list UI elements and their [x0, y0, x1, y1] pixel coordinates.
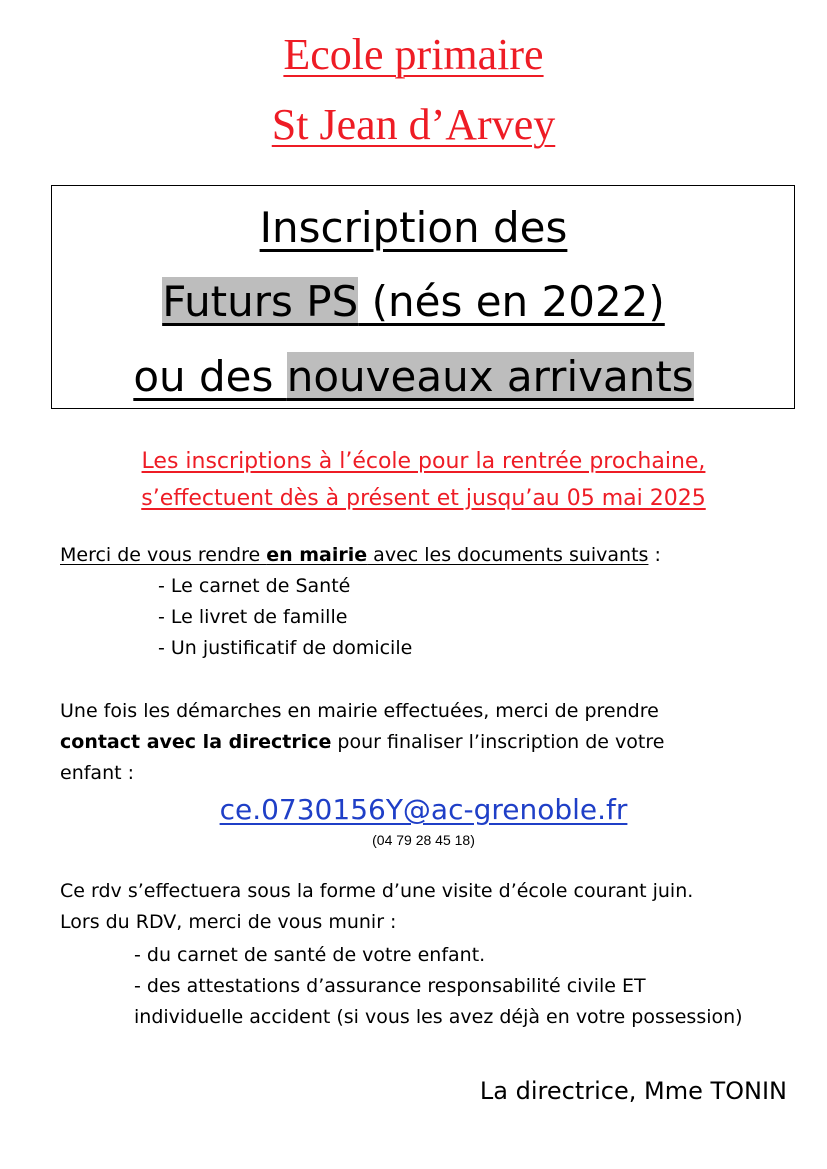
title-line2 — [0, 277, 827, 326]
document-item: - Un justificatif de domicile — [158, 637, 413, 659]
rdv-item: - des attestations d’assurance responsabilité civile ET — [134, 975, 646, 997]
contact-line2-rest: pour finaliser l’inscription de votre — [331, 731, 665, 753]
title-line1 — [0, 203, 827, 252]
mairie-intro-part1: Merci de vous rendre — [60, 544, 267, 566]
rdv-line1: Ce rdv s’effectuera sous la forme d’une visite d’école courant juin. — [60, 880, 694, 902]
contact-line2 — [60, 731, 664, 753]
contact-directrice-bold: contact avec la directrice — [60, 731, 332, 753]
document-item: - Le carnet de Santé — [158, 575, 351, 597]
document-item: - Le livret de famille — [158, 606, 348, 628]
contact-line3: enfant : — [60, 762, 134, 784]
title-line1-text: Inscription des — [259, 203, 568, 252]
title-highlight-futurs-ps: Futurs PS — [162, 277, 359, 326]
rdv-item: - du carnet de santé de votre enfant. — [134, 944, 486, 966]
contact-line1: Une fois les démarches en mairie effectuées, merci de prendre — [60, 700, 659, 722]
title-line3 — [0, 352, 827, 401]
mairie-intro-colon: : — [648, 544, 661, 566]
signature: La directrice, Mme TONIN — [479, 1077, 787, 1105]
mairie-intro-bold: en mairie — [266, 544, 368, 566]
directrice-email-link[interactable]: ce.0730156Y@ac-grenoble.fr — [219, 793, 628, 826]
school-phone: (04 79 28 45 18) — [372, 832, 475, 848]
school-name-line2: St Jean d’Arvey — [271, 100, 556, 149]
rdv-line2: Lors du RDV, merci de vous munir : — [60, 911, 397, 933]
title-highlight-nouveaux-arrivants: nouveaux arrivants — [286, 352, 694, 401]
deadline-notice-line2: s’effectuent dès à présent et jusqu’au 05 mai 2025 — [141, 486, 706, 511]
school-name-line1: Ecole primaire — [283, 30, 544, 79]
title-line2-rest: (nés en 2022) — [358, 277, 665, 326]
mairie-intro-underlined — [60, 544, 648, 566]
deadline-notice-line1: Les inscriptions à l’école pour la rentrée prochaine, — [141, 449, 706, 474]
mairie-intro — [60, 544, 661, 566]
title-line3-pre: ou des — [133, 352, 287, 401]
rdv-item: individuelle accident (si vous les avez déjà en votre possession) — [134, 1006, 743, 1028]
mairie-intro-part2: avec les documents suivants — [367, 544, 649, 566]
